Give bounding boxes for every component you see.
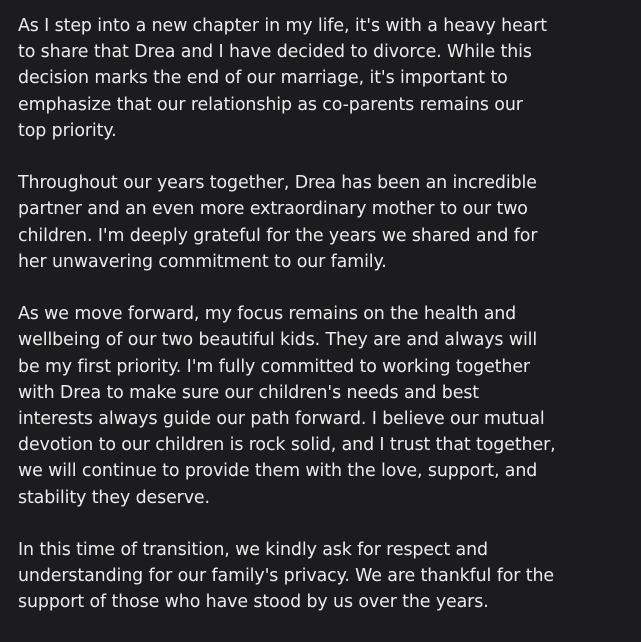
text-line: As I step into a new chapter in my life, it's with a heavy heart xyxy=(18,16,548,36)
text-line: support of those who have stood by us over the years. xyxy=(18,592,489,613)
text-line: partner and an even more extraordinary mother to our two xyxy=(18,199,528,220)
text-line: be my first priority. I'm fully committed to working together xyxy=(18,356,530,377)
text-line: we will continue to provide them with the love, support, and xyxy=(18,461,538,482)
text-line: decision marks the end of our marriage, it's important to xyxy=(18,68,508,89)
paragraph-1 xyxy=(18,13,636,144)
statement-text xyxy=(18,13,636,642)
text-line: In this time of transition, we kindly ask for respect and xyxy=(18,540,488,561)
text-line: stability they deserve. xyxy=(18,487,210,508)
text-line: with Drea to make sure our children's needs and best xyxy=(18,382,480,403)
text-line: As we move forward, my focus remains on the health and xyxy=(18,304,517,325)
text-line: understanding for our family's privacy. We are thankful for the xyxy=(18,566,555,587)
text-line: wellbeing of our two beautiful kids. They are and always will xyxy=(18,330,538,351)
text-line: children. I'm deeply grateful for the years we shared and for xyxy=(18,225,538,246)
text-line: interests always guide our path forward. I believe our mutual xyxy=(18,409,545,430)
text-line: to share that Drea and I have decided to divorce. While this xyxy=(18,42,532,63)
paragraph-4 xyxy=(18,537,636,616)
text-line: top priority. xyxy=(18,120,117,141)
text-line: devotion to our children is rock solid, and I trust that together, xyxy=(18,435,556,456)
text-line: Throughout our years together, Drea has been an incredible xyxy=(18,173,537,194)
paragraph-3 xyxy=(18,301,636,511)
paragraph-2 xyxy=(18,170,636,275)
text-line: emphasize that our relationship as co-parents remains our xyxy=(18,94,523,115)
text-line: her unwavering commitment to our family. xyxy=(18,251,387,272)
